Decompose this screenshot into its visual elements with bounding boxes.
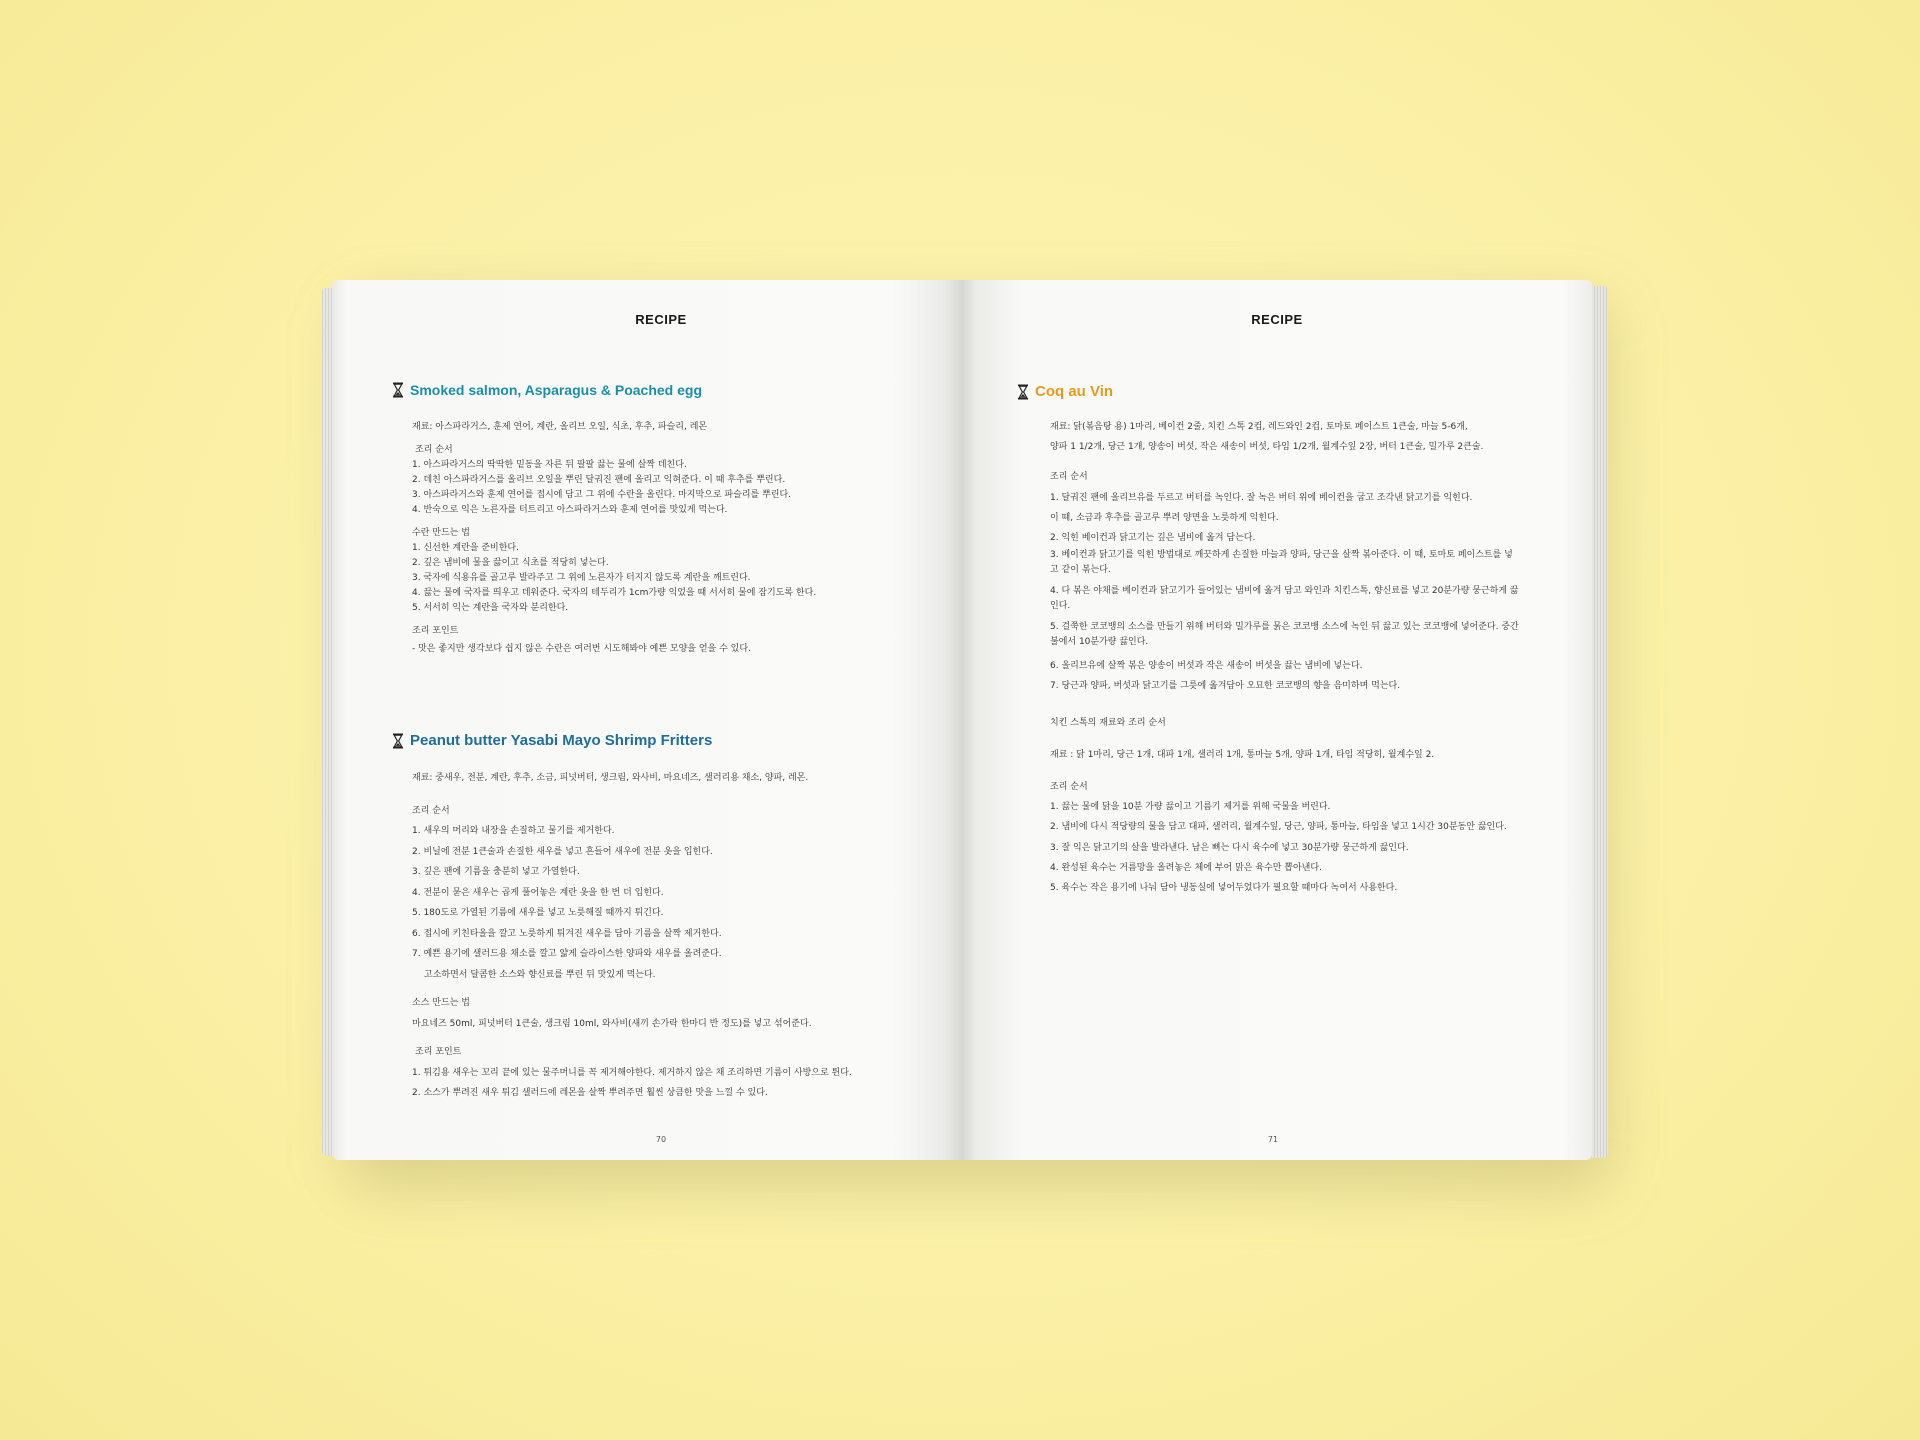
step: 6. 접시에 키친타올을 깔고 노릇하게 튀겨진 새우를 담아 기름을 살짝 제거한다. — [412, 928, 722, 939]
step: 7. 예쁜 용기에 샐러드용 채소를 깔고 얇게 슬라이스한 양파와 새우를 올려준다. — [412, 949, 722, 959]
ingredients: 재료: 중새우, 전분, 계란, 후추, 소금, 피넛버터, 생크림, 와사비, 마요네즈, 샐러리용 채소, 양파, 레몬. — [412, 773, 809, 783]
step: 5. 180도로 가열된 기름에 새우를 넣고 노릇해질 때까지 튀긴다. — [412, 908, 664, 918]
step: 4. 반숙으로 익은 노른자를 터트리고 아스파라거스와 훈제 연어를 맛있게 먹는다. — [412, 505, 728, 515]
recipe1-body — [412, 420, 816, 657]
step: 1. 아스파라거스의 딱딱한 밑동을 자른 뒤 팔팔 끓는 물에 살짝 데친다. — [412, 460, 687, 470]
step-continuation: 고소하면서 달콤한 소스와 향신료를 뿌린 뒤 맛있게 먹는다. — [424, 969, 656, 980]
step: 1. 달궈진 팬에 올리브유를 두르고 버터를 녹인다. 잘 녹은 버터 위에 베이컨을 굽고 조각낸 닭고기를 익힌다. — [1050, 492, 1473, 503]
ingredients: 양파 1 1/2개, 당근 1개, 양송이 버섯, 작은 새송이 버섯, 타임 1/2개, 월계수잎 2장, 버터 1큰술, 밀가루 2큰술. — [1050, 442, 1484, 453]
step: 4. 다 볶은 야채를 베이컨과 닭고기가 들어있는 냄비에 옮겨 담고 와인과 치킨스톡, 향신료를 넣고 20분가량 뭉근하게 끓 — [1050, 586, 1519, 597]
sauce-heading: 소스 만드는 법 — [412, 998, 470, 1008]
step: 인다. — [1050, 601, 1071, 612]
hourglass-icon — [392, 382, 404, 398]
right-page — [962, 280, 1592, 1160]
step: 1. 새우의 머리와 내장을 손질하고 물기를 제거한다. — [412, 826, 615, 836]
hourglass-icon — [392, 733, 404, 749]
ingredients: 재료: 아스파라거스, 훈제 연어, 계란, 올리브 오일, 식초, 후추, 파슬리, 레몬 — [412, 422, 708, 432]
method-step: 3. 국자에 식용유를 골고루 발라주고 그 위에 노른자가 터지지 않도록 계란을 깨트린다. — [412, 573, 751, 583]
step: 5. 걸쭉한 코코뱅의 소스를 만들기 위해 버터와 밀가루를 묽은 코코뱅 소스에 녹인 뒤 끓고 있는 코코뱅에 넣어준다. 중간 — [1050, 622, 1519, 633]
step: 6. 올리브유에 살짝 볶은 양송이 버섯과 작은 새송이 버섯을 끓는 냄비에 넣는다. — [1050, 661, 1363, 672]
stock-step: 2. 냄비에 다시 적당량의 물을 담고 대파, 샐러리, 월계수잎, 당근, 양파, 통마늘, 타임을 넣고 1시간 30분동안 끓인다. — [1050, 822, 1507, 833]
step: 2. 데친 아스파라거스를 올리브 오일을 뿌린 달궈진 팬에 올리고 익혀준다. 이 때 후추를 뿌린다. — [412, 475, 786, 485]
recipe-title-salmon — [392, 382, 702, 398]
step: 3. 아스파라거스와 훈제 연어를 접시에 담고 그 위에 수란을 올린다. 마지막으로 파슬리를 뿌린다. — [412, 490, 792, 500]
stock-ingredients: 재료 : 닭 1마리, 당근 1개, 대파 1개, 샐러리 1개, 통마늘 5개, 양파 1개, 타임 적당히, 월계수잎 2. — [1050, 749, 1435, 760]
sauce: 마요네즈 50ml, 피넛버터 1큰술, 생크림 10ml, 와사비(새끼 손가락 한마디 반 정도)를 넣고 섞어준다. — [412, 1018, 812, 1029]
method-step: 4. 끓는 물에 국자를 띄우고 데워준다. 국자의 테두리가 1cm가량 익었을 때 서서히 물에 잠기도록 한다. — [412, 588, 817, 598]
method-heading: 수란 만드는 법 — [412, 528, 470, 538]
recipe-title-text: Coq au Vin — [1035, 383, 1114, 400]
step: 2. 익힌 베이컨과 닭고기는 깊은 냄비에 옮겨 담는다. — [1050, 533, 1256, 544]
recipe-title-coq-au-vin — [1017, 383, 1113, 400]
recipe-title-text: Peanut butter Yasabi Mayo Shrimp Fritters — [410, 732, 713, 749]
step: 고 같이 볶는다. — [1050, 565, 1111, 576]
page-number: 70 — [655, 1135, 667, 1144]
ingredients: 재료: 닭(볶음탕 용) 1마리, 베이컨 2줄, 치킨 스톡 2컵, 레드와인 2컵, 토마토 페이스트 1큰술, 마늘 5-6개, — [1050, 422, 1468, 432]
steps-heading: 조리 순서 — [415, 445, 453, 455]
stock-heading: 치킨 스톡의 재료와 조리 순서 — [1050, 717, 1166, 728]
step: 7. 당근과 양파, 버섯과 닭고기를 그릇에 옮겨담아 오묘한 코코뱅의 향을 음미하며 먹는다. — [1050, 681, 1401, 692]
tip-heading: 조리 포인트 — [415, 1047, 462, 1057]
open-book — [332, 280, 1612, 1165]
step: 이 때, 소금과 후추를 골고루 뿌려 양면을 노릇하게 익힌다. — [1050, 512, 1279, 523]
stock-steps-heading: 조리 순서 — [1050, 782, 1088, 793]
running-head: RECIPE — [1251, 312, 1303, 327]
tip: 2. 소스가 뿌려진 새우 튀김 샐러드에 레몬을 살짝 뿌려주면 훨씬 상큼한 맛을 느낄 수 있다. — [412, 1088, 768, 1098]
page-edges-right — [1592, 286, 1608, 1158]
page-number: 71 — [1267, 1135, 1279, 1144]
step: 불에서 10분가량 끓인다. — [1050, 637, 1149, 648]
stock-step: 3. 잘 익은 닭고기의 살을 발라낸다. 남은 뼈는 다시 육수에 넣고 30분가량 뭉근하게 끓인다. — [1050, 842, 1409, 853]
step: 2. 비닐에 전분 1큰술과 손질한 새우를 넣고 흔들어 새우에 전분 옷을 입힌다. — [412, 846, 713, 857]
method-step: 2. 깊은 냄비에 물을 끓이고 식초를 적당히 넣는다. — [412, 558, 609, 568]
steps-heading: 조리 순서 — [1050, 472, 1088, 483]
step: 4. 전분이 묻은 새우는 곱게 풀어놓은 계란 옷을 한 번 더 입힌다. — [412, 887, 664, 898]
tip-heading: 조리 포인트 — [412, 626, 459, 636]
tip: - 맛은 좋지만 생각보다 쉽지 않은 수란은 여러번 시도해봐야 예쁜 모양을 얻을 수 있다. — [412, 644, 751, 654]
steps-heading: 조리 순서 — [412, 805, 450, 816]
recipe-title-shrimp — [392, 732, 712, 749]
stock-step: 5. 육수는 작은 용기에 나눠 담아 냉동실에 넣어두었다가 필요할 때마다 녹여서 사용한다. — [1050, 883, 1398, 894]
method-step: 1. 신선한 계란을 준비한다. — [412, 543, 519, 553]
hourglass-icon — [1017, 384, 1029, 400]
recipe-title-text: Smoked salmon, Asparagus & Poached egg — [410, 382, 703, 398]
step: 3. 베이컨과 닭고기를 익힌 방법대로 깨끗하게 손질한 마늘과 양파, 당근을 살짝 볶아준다. 이 때, 토마토 페이스트를 넣 — [1050, 550, 1513, 561]
left-page — [332, 280, 962, 1160]
coq-au-vin-body — [1050, 417, 1519, 898]
tip: 1. 튀김용 새우는 꼬리 끝에 있는 물주머니를 꼭 제거해야한다. 제거하지 않은 채 조리하면 기름이 사방으로 튄다. — [412, 1067, 852, 1078]
recipe2-body — [412, 768, 852, 1104]
method-step: 5. 서서히 익는 계란을 국자와 분리한다. — [412, 603, 569, 613]
running-head: RECIPE — [635, 312, 687, 327]
step: 3. 깊은 팬에 기름을 충분히 넣고 가열한다. — [412, 867, 580, 877]
stock-step: 1. 끓는 물에 닭을 10분 가량 끓이고 기름기 제거를 위해 국물을 버린다. — [1050, 802, 1331, 813]
stock-step: 4. 완성된 육수는 거름망을 올려놓은 체에 부어 맑은 육수만 뽑아낸다. — [1050, 862, 1322, 873]
